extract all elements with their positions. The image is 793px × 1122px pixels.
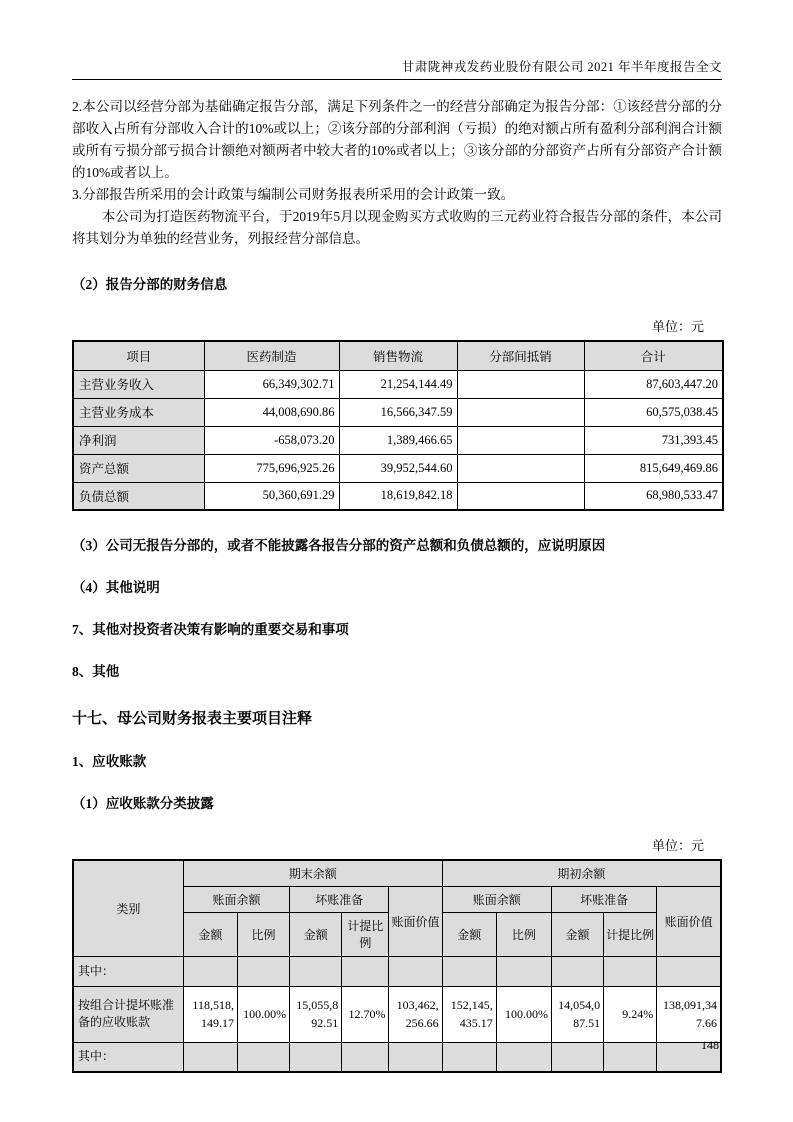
table-row — [73, 370, 723, 398]
cell-value — [342, 1042, 389, 1072]
chapter-heading-parent-company-notes: 十七、母公司财务报表主要项目注释 — [72, 711, 313, 727]
table-row-portfolio-provision — [73, 986, 721, 1042]
cell-value: 1,389,466.65 — [339, 426, 457, 454]
unit-label-table2: 单位：元 — [651, 838, 704, 853]
row-label: 按组合计提坏账准备的应收账款 — [73, 986, 183, 1042]
paragraph-accounting-policy: 3.分部报告所采用的会计政策与编制公司财务报表所采用的会计政策一致。 — [72, 187, 515, 202]
section-heading-other-notes: （4）其他说明 — [72, 580, 160, 595]
page-header — [72, 0, 722, 80]
cell-value — [496, 956, 551, 986]
table2-header-row-groups — [73, 860, 721, 886]
subheader-book-balance-begin: 账面余额 — [442, 886, 551, 912]
cell-value — [496, 1042, 551, 1072]
cell-value: 50,360,691.29 — [204, 482, 339, 510]
column-header-provision-amount-begin: 金额 — [551, 912, 603, 956]
subheader-bad-debt-provision-begin: 坏账准备 — [551, 886, 656, 912]
column-header-provision-amount-end: 金额 — [290, 912, 342, 956]
cell-value — [183, 1042, 237, 1072]
column-header-total: 合计 — [584, 341, 723, 370]
table-row-including — [73, 1042, 721, 1072]
section-heading-ar-classification: （1）应收账款分类披露 — [72, 796, 214, 811]
cell-value — [457, 426, 584, 454]
cell-value: 18,619,842.18 — [339, 482, 457, 510]
document-title: 甘肃陇神戎发药业股份有限公司 2021 年半年度报告全文 — [401, 60, 722, 74]
cell-value — [237, 1042, 289, 1072]
cell-value: -658,073.20 — [204, 426, 339, 454]
column-header-sales-logistics: 销售物流 — [339, 341, 457, 370]
cell-book-value-begin: 138,091,347.66 — [657, 986, 721, 1042]
cell-value: 44,008,690.86 — [204, 398, 339, 426]
segment-financial-table — [72, 340, 724, 511]
subheader-bad-debt-provision-end: 坏账准备 — [290, 886, 389, 912]
table-row — [73, 398, 723, 426]
cell-ratio-end: 100.00% — [237, 986, 289, 1042]
table-row — [73, 454, 723, 482]
cell-value — [389, 956, 442, 986]
section-heading-no-segment-disclosure: （3）公司无报告分部的，或者不能披露各报告分部的资产总额和负债总额的，应说明原因 — [72, 538, 606, 553]
subheader-book-value-begin: 账面价值 — [657, 886, 721, 956]
group-header-ending-balance: 期末余额 — [183, 860, 442, 886]
cell-value — [551, 956, 603, 986]
row-label: 资产总额 — [73, 454, 204, 482]
section-heading-other: 8、其他 — [72, 664, 120, 679]
table-header-row — [73, 341, 723, 370]
cell-value — [457, 482, 584, 510]
row-label: 其中： — [73, 1042, 183, 1072]
cell-value — [237, 956, 289, 986]
column-header-item: 项目 — [73, 341, 204, 370]
cell-value: 87,603,447.20 — [584, 370, 723, 398]
cell-book-value-end: 103,462,256.66 — [389, 986, 442, 1042]
subheader-book-value-end: 账面价值 — [389, 886, 442, 956]
paragraph-logistics-platform: 本公司为打造医药物流平台，于2019年5月以现金购买方式收购的三元药业符合报告分部的条件，本公司将其划分为单独的经营业务，列报经营分部信息。 — [72, 209, 722, 246]
cell-value — [457, 370, 584, 398]
cell-provision-amount-begin: 14,054,087.51 — [551, 986, 603, 1042]
cell-value — [342, 956, 389, 986]
cell-ratio-begin: 100.00% — [496, 986, 551, 1042]
row-label: 主营业务收入 — [73, 370, 204, 398]
column-header-pharma-manufacturing: 医药制造 — [204, 341, 339, 370]
table-row-including — [73, 956, 721, 986]
accounts-receivable-table — [72, 859, 722, 1073]
column-header-provision-ratio-begin: 计提比例 — [604, 912, 657, 956]
column-header-amount-end: 金额 — [183, 912, 237, 956]
cell-value: 775,696,925.26 — [204, 454, 339, 482]
column-header-ratio-end: 比例 — [237, 912, 289, 956]
group-header-beginning-balance: 期初余额 — [442, 860, 721, 886]
cell-value: 16,566,347.59 — [339, 398, 457, 426]
cell-value: 60,575,038.45 — [584, 398, 723, 426]
cell-provision-ratio-end: 12.70% — [342, 986, 389, 1042]
cell-value — [442, 1042, 496, 1072]
cell-value — [183, 956, 237, 986]
section-heading-segment-financial-info: （2）报告分部的财务信息 — [72, 277, 228, 292]
unit-label-table1: 单位：元 — [651, 319, 704, 334]
row-label: 净利润 — [73, 426, 204, 454]
page-content — [72, 0, 722, 1073]
paragraph-segment-criteria: 2.本公司以经营分部为基础确定报告分部，满足下列条件之一的经营分部确定为报告分部：①该经营分部的分部收入占所有分部收入合计的10%或以上；②该分部的分部利润（亏损）的绝对额占所有盈利分部利润合计额或所有亏损分部亏损合计额绝对额两者中较大者的10%或者以上；③该分部的分部资产占所有分部资产合计额的10%或者以上。 — [72, 99, 722, 180]
row-label: 主营业务成本 — [73, 398, 204, 426]
cell-provision-ratio-begin: 9.24% — [604, 986, 657, 1042]
cell-amount-end: 118,518,149.17 — [183, 986, 237, 1042]
cell-value — [290, 1042, 342, 1072]
cell-value: 21,254,144.49 — [339, 370, 457, 398]
cell-amount-begin: 152,145,435.17 — [442, 986, 496, 1042]
cell-value: 815,649,469.86 — [584, 454, 723, 482]
table-row — [73, 426, 723, 454]
cell-value: 68,980,533.47 — [584, 482, 723, 510]
cell-value — [657, 956, 721, 986]
cell-value — [389, 1042, 442, 1072]
section-heading-other-important-matters: 7、其他对投资者决策有影响的重要交易和事项 — [72, 622, 349, 637]
cell-provision-amount-end: 15,055,892.51 — [290, 986, 342, 1042]
cell-value — [457, 454, 584, 482]
cell-value — [604, 956, 657, 986]
row-label: 其中： — [73, 956, 183, 986]
cell-value — [551, 1042, 603, 1072]
section-heading-accounts-receivable: 1、应收账款 — [72, 754, 147, 769]
cell-value — [457, 398, 584, 426]
table-row — [73, 482, 723, 510]
column-header-ratio-begin: 比例 — [496, 912, 551, 956]
cell-value: 39,952,544.60 — [339, 454, 457, 482]
column-header-amount-begin: 金额 — [442, 912, 496, 956]
subheader-book-balance-end: 账面余额 — [183, 886, 289, 912]
row-label: 负债总额 — [73, 482, 204, 510]
cell-value: 66,349,302.71 — [204, 370, 339, 398]
cell-value — [290, 956, 342, 986]
cell-value — [442, 956, 496, 986]
column-header-intersegment-elimination: 分部间抵销 — [457, 341, 584, 370]
cell-value — [604, 1042, 657, 1072]
column-header-provision-ratio-end: 计提比例 — [342, 912, 389, 956]
page-number: 148 — [701, 1038, 719, 1052]
column-header-category: 类别 — [73, 860, 183, 956]
cell-value: 731,393.45 — [584, 426, 723, 454]
